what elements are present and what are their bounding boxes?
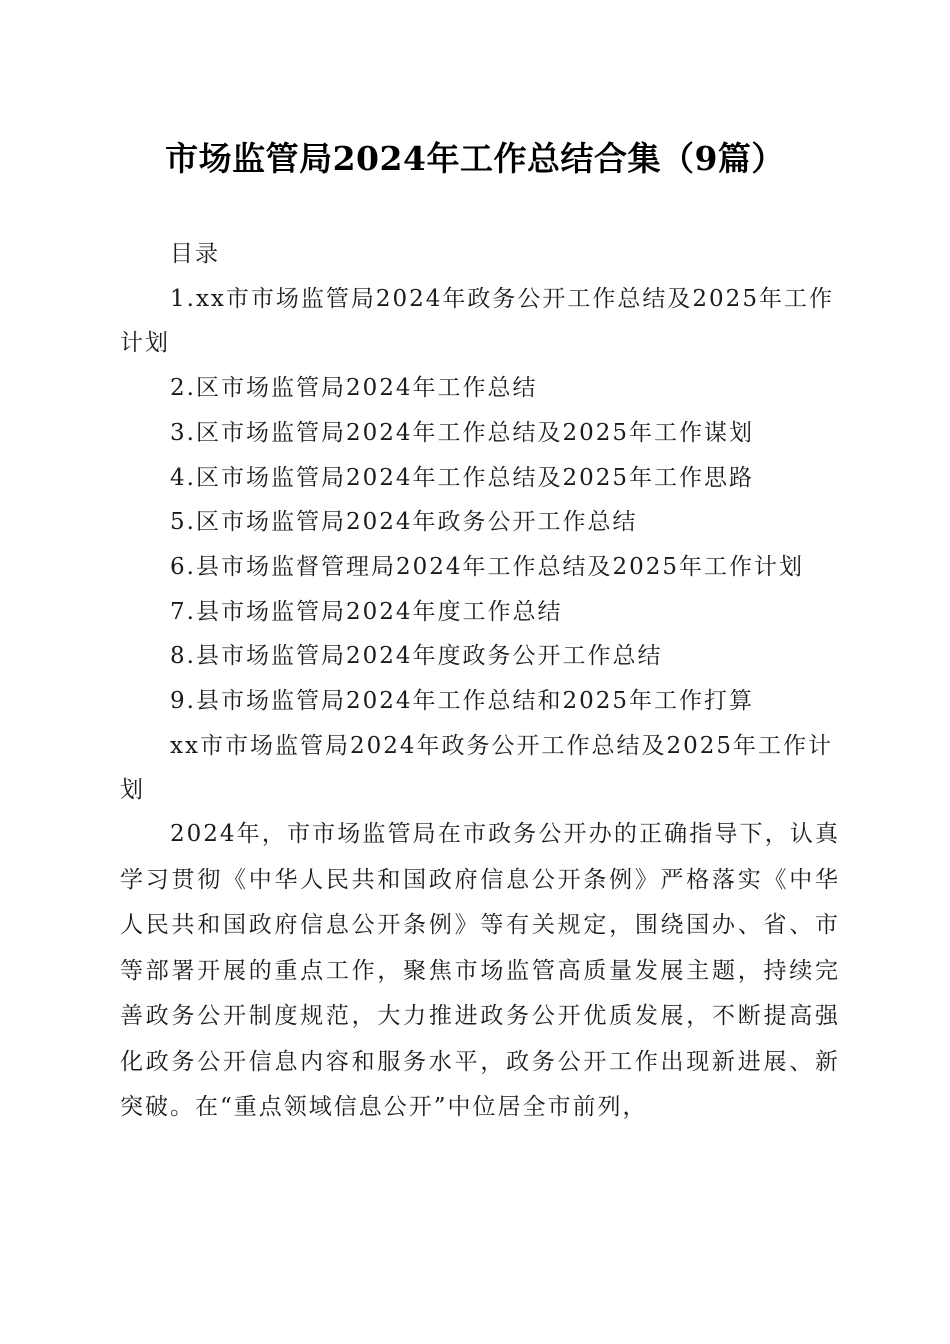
body-paragraph: 2024年，市市场监管局在市政务公开办的正确指导下，认真学习贯彻《中华人民共和国政府信息公开条例》严格落实《中华人民共和国政府信息公开条例》等有关规定，围绕国办、省、市等部署开展的重点工作，聚焦市场监管高质量发展主题，持续完善政务公开制度规范，大力推进政务公开优质发展，不断提高强化政务公开信息内容和服务水平，政务公开工作出现新进展、新突破。在“重点领域信息公开”中位居全市前列，	[120, 821, 840, 1120]
toc-label: 目录	[170, 241, 220, 267]
table-of-contents	[120, 232, 840, 813]
toc-item-7[interactable]: 7.县市场监管局2024年度工作总结	[170, 598, 563, 625]
toc-item-6[interactable]: 6.县市场监督管理局2024年工作总结及2025年工作计划	[170, 553, 805, 580]
section-heading: xx市市场监管局2024年政务公开工作总结及2025年工作计划	[120, 732, 834, 804]
document-title: 市场监管局2024年工作总结合集（9篇）	[165, 139, 785, 178]
toc-item-8[interactable]: 8.县市场监管局2024年度政务公开工作总结	[170, 643, 663, 670]
toc-item-4[interactable]: 4.区市场监管局2024年工作总结及2025年工作思路	[170, 464, 755, 491]
article-body	[120, 812, 840, 1131]
toc-item-3[interactable]: 3.区市场监管局2024年工作总结及2025年工作谋划	[170, 419, 755, 446]
toc-item-5[interactable]: 5.区市场监管局2024年政务公开工作总结	[170, 509, 638, 536]
toc-item-1[interactable]: 1.xx市市场监管局2024年政务公开工作总结及2025年工作计划	[120, 285, 834, 357]
toc-item-2[interactable]: 2.区市场监管局2024年工作总结	[170, 375, 538, 402]
toc-item-9[interactable]: 9.县市场监管局2024年工作总结和2025年工作打算	[170, 688, 755, 715]
